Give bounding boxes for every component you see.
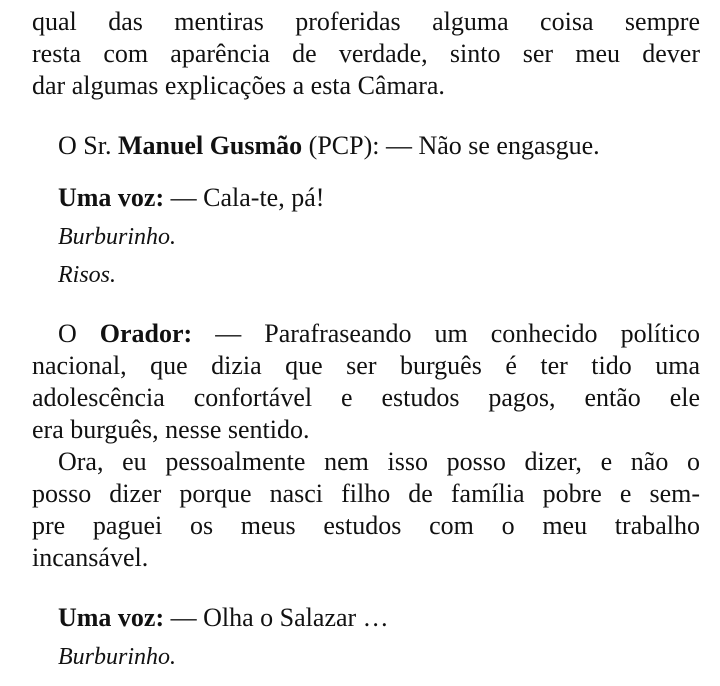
- interjection-prefix: O Sr.: [58, 131, 118, 160]
- text-line: era burguês, nesse sentido.: [32, 415, 310, 444]
- text-line: qual das mentiras proferidas alguma coisa sempre: [32, 7, 700, 36]
- interjection-uma-voz-2: [32, 602, 700, 634]
- text-line: dar algumas explicações a esta Câmara.: [32, 71, 445, 100]
- orador-paragraph-2: [32, 446, 700, 574]
- text-line: posso dizer porque nasci filho de família pobre e sem-: [32, 479, 700, 508]
- interjection-manuel-gusmao: [32, 130, 700, 162]
- paragraph-continuation: [32, 6, 700, 102]
- orador-paragraph: [32, 318, 700, 446]
- interjection-text: (PCP): — Não se engasgue.: [302, 131, 600, 160]
- document-page: [32, 6, 700, 672]
- interjection-text: — Cala-te, pá!: [164, 183, 325, 212]
- text-line: adolescência confortável e estudos pagos, então ele: [32, 383, 700, 412]
- interjection-text: — Olha o Salazar …: [164, 603, 389, 632]
- speaker-name: Uma voz:: [58, 603, 165, 632]
- speaker-prefix: O: [58, 319, 100, 348]
- speaker-name: Manuel Gusmão: [117, 131, 303, 160]
- text-line: [32, 318, 700, 350]
- stage-direction: Burburinho.: [58, 224, 177, 250]
- text-line: incansável.: [32, 543, 149, 572]
- text-line: Ora, eu pessoalmente nem isso posso dizer, e não o: [58, 447, 700, 476]
- stage-direction: Risos.: [58, 262, 117, 288]
- text-line: nacional, que dizia que ser burguês é ter tido uma: [32, 351, 700, 380]
- text-run: — Parafraseando um conhecido político: [192, 319, 700, 348]
- speaker-name: Uma voz:: [58, 183, 165, 212]
- stage-direction: Burburinho.: [58, 644, 177, 670]
- interjection-uma-voz: [32, 182, 700, 214]
- text-line: pre paguei os meus estudos com o meu trabalho: [32, 511, 700, 540]
- speaker-name: Orador:: [99, 319, 193, 348]
- text-line: resta com aparência de verdade, sinto ser meu dever: [32, 39, 700, 68]
